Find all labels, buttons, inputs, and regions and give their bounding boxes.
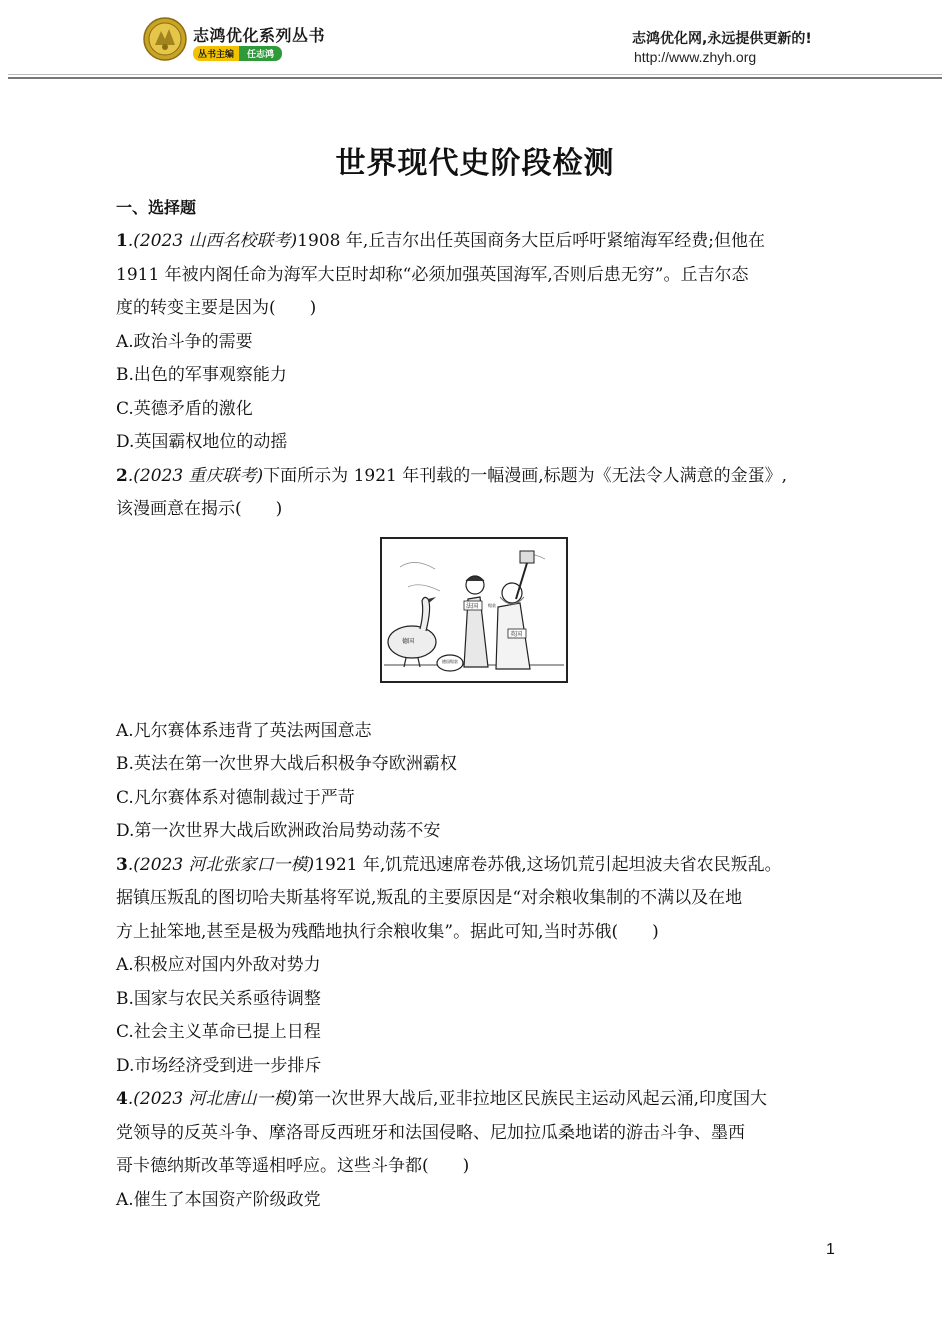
reparations-label: 赔款	[488, 602, 496, 608]
document-title: 世界现代史阶段检测	[335, 146, 615, 181]
option-c[interactable]: C.社会主义革命已提上日程	[116, 1022, 321, 1042]
goose-label: 德国	[402, 637, 415, 645]
option-c[interactable]: C.英德矛盾的激化	[116, 398, 253, 419]
question-source: .(2023 重庆联考)	[127, 465, 264, 486]
brand-editor-label: 丛书主编	[193, 46, 239, 61]
question-1	[116, 225, 836, 460]
cartoon-illustration	[380, 537, 568, 683]
question-line: 该漫画意在揭示( )	[116, 499, 283, 519]
question-text: 1921 年,饥荒迅速席卷苏俄,这场饥荒引起坦波夫省农民叛乱。	[314, 854, 782, 875]
page-header	[0, 0, 950, 90]
question-line: 方上扯笨地,甚至是极为残酷地执行余粮收集”。据此可知,当时苏俄( )	[116, 921, 659, 942]
question-number: 3	[116, 854, 128, 875]
brand-title: 志鸿优化系列丛书	[193, 26, 326, 45]
question-source: .(2023 山西名校联考)	[127, 231, 298, 251]
brand-editor-name: 任志鸿	[239, 46, 282, 61]
option-d[interactable]: D.第一次世界大战后欧洲政治局势动荡不安	[116, 821, 441, 841]
option-c[interactable]: C.凡尔赛体系对德制裁过于严苛	[116, 787, 355, 808]
question-line: 度的转变主要是因为( )	[116, 298, 317, 318]
question-line: 党领导的反英斗争、摩洛哥反西班牙和法国侵略、尼加拉瓜桑地诺的游击斗争、墨西	[116, 1122, 745, 1143]
france-label: 法国	[466, 602, 479, 610]
question-3	[116, 849, 836, 1084]
question-line	[116, 1083, 836, 1117]
option-d[interactable]: D.市场经济受到进一步排斥	[116, 1055, 322, 1076]
option-a[interactable]: A.催生了本国资产阶级政党	[116, 1189, 321, 1210]
question-line: 据镇压叛乱的图切哈夫斯基将军说,叛乱的主要原因是“对余粮收集制的不满以及在地	[116, 888, 743, 908]
question-4	[116, 1083, 836, 1217]
question-line	[116, 225, 836, 259]
question-source: .(2023 河北唐山一模)	[127, 1089, 298, 1109]
document-body	[116, 195, 836, 1217]
question-text: 1908 年,丘吉尔出任英国商务大臣后呼吁紧缩海军经费;但他在	[297, 231, 765, 251]
option-b[interactable]: B.出色的军事观察能力	[116, 365, 287, 385]
question-line	[116, 849, 836, 883]
brand-editor-badge	[193, 46, 282, 60]
question-text: 下面所示为 1921 年刊载的一幅漫画,标题为《无法令人满意的金蛋》,	[263, 465, 788, 486]
figure-spacer	[116, 687, 836, 715]
header-url-link[interactable]: http://www.zhyh.org	[634, 49, 757, 65]
question-line: 哥卡德纳斯改革等遥相呼应。这些斗争都( )	[116, 1156, 470, 1176]
britain-label: 英国	[510, 630, 523, 638]
option-b[interactable]: B.英法在第一次世界大战后积极争夺欧洲霸权	[116, 754, 457, 774]
question-2	[116, 460, 836, 849]
option-a[interactable]: A.政治斗争的需要	[116, 331, 253, 352]
option-d[interactable]: D.英国霸权地位的动摇	[116, 432, 288, 452]
question-number: 4	[116, 1089, 128, 1109]
header-divider-thin	[8, 74, 942, 75]
question-text: 第一次世界大战后,亚非拉地区民族民主运动风起云涌,印度国大	[297, 1089, 767, 1109]
question-source: .(2023 河北张家口一模)	[127, 854, 315, 875]
brand-logo[interactable]	[143, 17, 333, 69]
option-b[interactable]: B.国家与农民关系亟待调整	[116, 988, 321, 1009]
question-line: 1911 年被内阁任命为海军大臣时却称“必须加强英国海军,否则后患无穷”。丘吉尔态	[116, 264, 749, 285]
option-a[interactable]: A.凡尔赛体系违背了英法两国意志	[116, 720, 372, 741]
question-number: 1	[116, 231, 128, 251]
header-divider-thick	[8, 77, 942, 79]
header-slogan: 志鸿优化网,永远提供更新的!	[632, 31, 812, 47]
brand-emblem-icon	[143, 17, 187, 61]
page-number: 1	[826, 1241, 835, 1258]
question-number: 2	[116, 465, 128, 486]
section-heading: 一、选择题	[116, 198, 197, 217]
egg-label: 德国赔款	[442, 658, 458, 664]
question-line	[116, 460, 836, 494]
option-a[interactable]: A.积极应对国内外敌对势力	[116, 955, 321, 975]
